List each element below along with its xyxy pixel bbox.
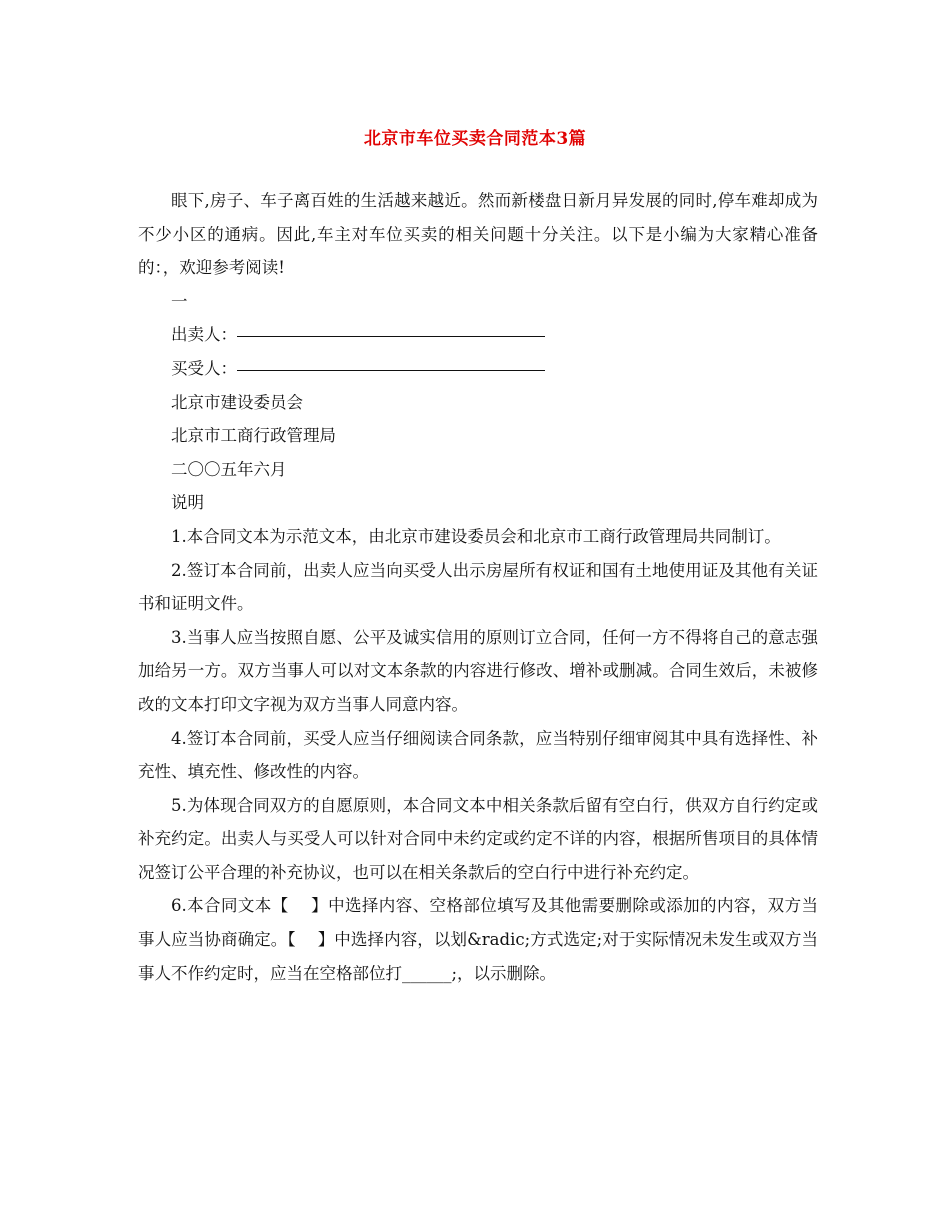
seller-line (138, 318, 818, 352)
note-item-5: 5.为体现合同双方的自愿原则，本合同文本中相关条款后留有空白行，供双方自行约定或补充约定。出卖人与买受人可以针对合同中未约定或约定不详的内容，根据所售项目的具体情况签订公平合理的补充协议，也可以在相关条款后的空白行中进行补充约定。 (138, 795, 818, 882)
note-item-2: 2.签订本合同前，出卖人应当向买受人出示房屋所有权证和国有土地使用证及其他有关证书和证明文件。 (138, 560, 818, 614)
buyer-blank (237, 353, 545, 371)
seller-label: 出卖人： (171, 325, 237, 345)
document-title: 北京市车位买卖合同范本3篇 (363, 129, 587, 149)
buyer-label: 买受人： (171, 358, 237, 378)
buyer-line (138, 352, 818, 386)
section-number: 一 (171, 291, 188, 311)
document-body (138, 184, 818, 990)
note-item-6: 6.本合同文本【 】中选择内容、空格部位填写及其他需要删除或添加的内容，双方当事人应当协商确定。【 】中选择内容，以划&radic;方式选定;对于实际情况未发生或双方当事人不作约定时，应当在空格部位打______;，以示删除。 (138, 896, 818, 983)
issuer-1: 北京市建设委员会 (171, 392, 303, 412)
intro-paragraph: 眼下,房子、车子离百姓的生活越来越近。然而新楼盘日新月异发展的同时,停车难却成为不少小区的通病。因此,车主对车位买卖的相关问题十分关注。以下是小编为大家精心准备的：，欢迎参考阅读! (138, 191, 818, 278)
note-item-3: 3.当事人应当按照自愿、公平及诚实信用的原则订立合同，任何一方不得将自己的意志强加给另一方。双方当事人可以对文本条款的内容进行修改、增补或删减。合同生效后，未被修改的文本打印文字视为双方当事人同意内容。 (138, 627, 818, 714)
note-item-4: 4.签订本合同前，买受人应当仔细阅读合同条款，应当特别仔细审阅其中具有选择性、补充性、填充性、修改性的内容。 (138, 728, 818, 782)
notes-heading: 说明 (171, 493, 204, 513)
seller-blank (237, 320, 545, 338)
issue-date: 二〇〇五年六月 (171, 459, 287, 479)
issuer-2: 北京市工商行政管理局 (171, 426, 336, 446)
note-item-1: 1.本合同文本为示范文本，由北京市建设委员会和北京市工商行政管理局共同制订。 (171, 526, 781, 546)
